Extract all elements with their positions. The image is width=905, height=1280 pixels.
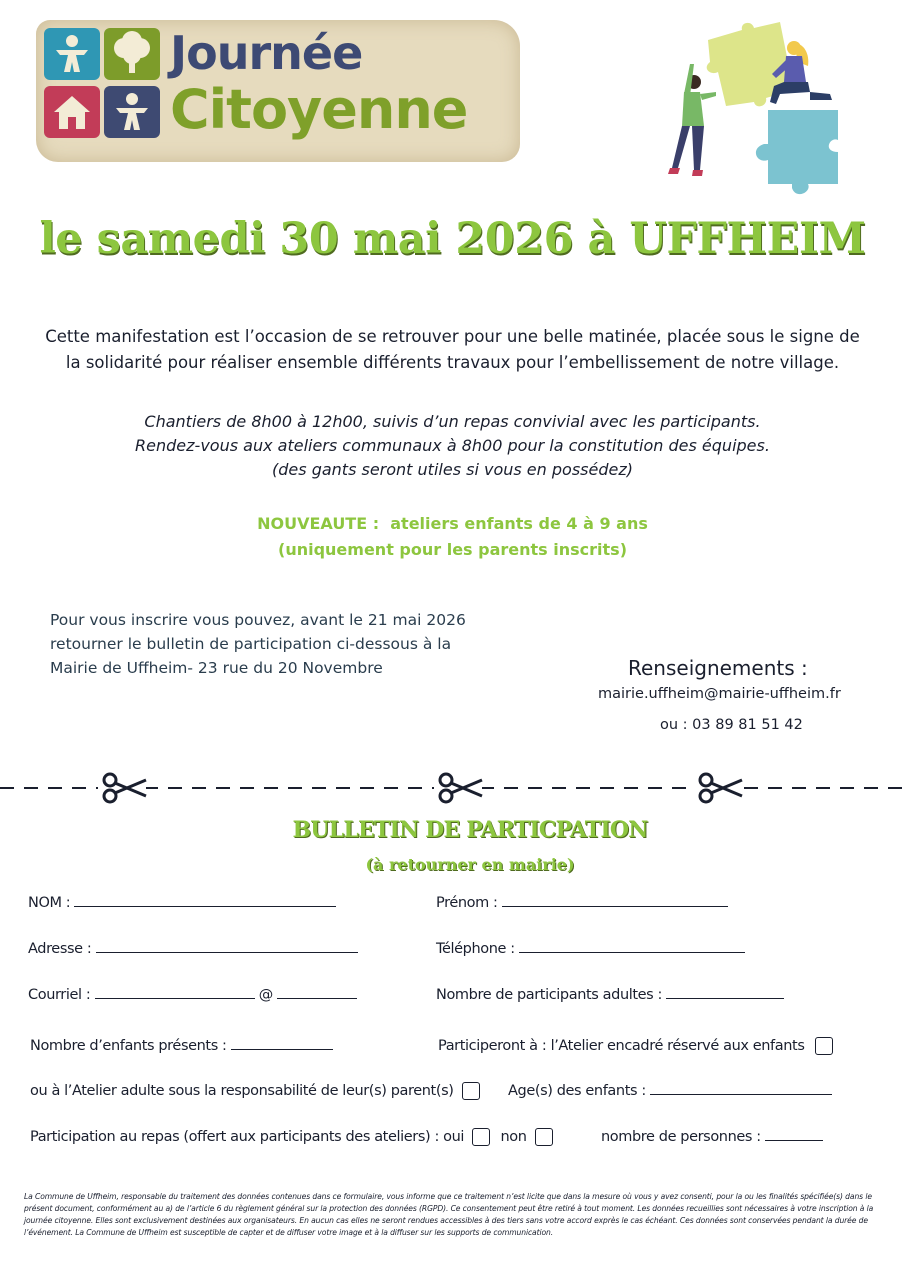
event-date-title: le samedi 30 mai 2026 à UFFHEIM [39, 214, 866, 264]
atelier-enfants-field[interactable] [438, 1037, 833, 1055]
courriel-domain-line[interactable] [277, 986, 357, 999]
nb-personnes-input-line[interactable] [765, 1128, 823, 1141]
atelier-adulte-checkbox[interactable] [462, 1082, 480, 1100]
nom-label: NOM : [28, 895, 71, 911]
bulletin-subtitle: (à retourner en mairie) [365, 855, 575, 874]
enfants-label: Nombre d’enfants présents : [30, 1038, 227, 1054]
scissors-icon [434, 774, 482, 802]
blue-puzzle-piece [756, 110, 838, 194]
registration-line: Pour vous inscrire vous pouvez, avant le 21 mai 2026 [50, 611, 466, 629]
non-label: non [500, 1129, 527, 1145]
scissors-icon [98, 774, 146, 802]
contact-email[interactable]: mairie.uffheim@mairie-uffheim.fr [598, 686, 841, 702]
schedule-line: Rendez-vous aux ateliers communaux à 8h00 pour la constitution des équipes. [135, 436, 770, 455]
adultes-label: Nombre de participants adultes : [436, 987, 663, 1003]
notice-line: (uniquement pour les parents inscrits) [278, 540, 627, 559]
scissors-icon [694, 774, 742, 802]
registration-line: retourner le bulletin de participation ci-dessous à la [50, 635, 452, 653]
adresse-input-line[interactable] [96, 940, 358, 953]
intro-line: la solidarité pour réaliser ensemble différents travaux pour l’embellissement de notre village. [65, 353, 840, 372]
enfants-field[interactable] [30, 1037, 333, 1054]
telephone-label: Téléphone : [436, 941, 515, 957]
notice-line: NOUVEAUTE : ateliers enfants de 4 à 9 ans [257, 514, 648, 533]
repas-field[interactable] [30, 1128, 553, 1146]
ages-field[interactable] [508, 1082, 832, 1099]
telephone-field[interactable] [436, 940, 745, 957]
courriel-field[interactable] [28, 986, 357, 1003]
schedule-line: Chantiers de 8h00 à 12h00, suivis d’un repas convivial avec les participants. [144, 412, 761, 431]
prenom-input-line[interactable] [502, 894, 728, 907]
adresse-field[interactable] [28, 940, 358, 957]
atelier-enfants-label: Participeront à : l’Atelier encadré réservé aux enfants [438, 1038, 805, 1054]
schedule-line: (des gants seront utiles si vous en possédez) [272, 460, 633, 479]
telephone-input-line[interactable] [519, 940, 745, 953]
registration-line: Mairie de Uffheim- 23 rue du 20 Novembre [50, 659, 383, 677]
person-icon [44, 28, 100, 80]
nb-personnes-label: nombre de personnes : [601, 1129, 761, 1145]
house-icon [44, 86, 100, 138]
logo-text-journee: Journée [170, 26, 363, 80]
logo-text-citoyenne: Citoyenne [170, 78, 468, 141]
schedule-info [0, 410, 905, 482]
person-green-illustration [668, 64, 716, 176]
contact-title: Renseignements : [628, 656, 808, 680]
registration-info [50, 608, 466, 680]
gdpr-legal-notice: La Commune de Uffheim, responsable du traitement des données contenues dans ce formulaire, vous informe que ce traitement n’est licite que dans la mesure où vous y avez consenti, pour la ou les finalités spécifiée(s) dans le présent document, conformément au a) de l’article 6 du règlement général sur la protection des données (RGPD). Ce consentement peut être retiré à tout moment. Les données recueillies sont nécessaires à votre inscription à la journée citoyenne. Elles sont exclusivement destinées aux organisateurs. En aucun cas elles ne seront rendues accessibles à des tiers sans votre accord exprès le cas échéant. Ces données sont conservées pendant la durée de l’événement. La Commune de Uffheim est susceptible de capter et de diffuser votre image et à la diffuser sur les supports de communication. [24, 1192, 874, 1237]
ages-input-line[interactable] [650, 1082, 832, 1095]
person-icon [104, 86, 160, 138]
courriel-label: Courriel : [28, 987, 91, 1003]
journee-citoyenne-logo [36, 20, 520, 162]
nb-personnes-field[interactable] [601, 1128, 823, 1145]
adresse-label: Adresse : [28, 941, 92, 957]
ages-label: Age(s) des enfants : [508, 1083, 646, 1099]
adultes-field[interactable] [436, 986, 784, 1003]
intro-paragraph [0, 324, 905, 376]
nom-field[interactable] [28, 894, 336, 911]
prenom-field[interactable] [436, 894, 728, 911]
repas-label: Participation au repas (offert aux participants des ateliers) : [30, 1129, 439, 1145]
tree-icon [104, 28, 160, 80]
atelier-enfants-checkbox[interactable] [815, 1037, 833, 1055]
repas-non-checkbox[interactable] [535, 1128, 553, 1146]
puzzle-illustration [660, 22, 860, 204]
enfants-input-line[interactable] [231, 1037, 333, 1050]
atelier-adulte-field[interactable] [30, 1082, 480, 1100]
oui-label: oui [443, 1129, 465, 1145]
prenom-label: Prénom : [436, 895, 498, 911]
nom-input-line[interactable] [74, 894, 336, 907]
adultes-input-line[interactable] [666, 986, 784, 999]
repas-oui-checkbox[interactable] [472, 1128, 490, 1146]
contact-phone: ou : 03 89 81 51 42 [660, 717, 803, 733]
atelier-adulte-label: ou à l’Atelier adulte sous la responsabilité de leur(s) parent(s) [30, 1083, 454, 1099]
intro-line: Cette manifestation est l’occasion de se retrouver pour une belle matinée, placée sous le signe de [45, 327, 860, 346]
courriel-user-line[interactable] [95, 986, 255, 999]
at-sign: @ [258, 987, 273, 1003]
new-feature-notice [0, 511, 905, 563]
cut-line [0, 768, 905, 808]
bulletin-title: BULLETIN DE PARTICPATION [292, 817, 648, 843]
